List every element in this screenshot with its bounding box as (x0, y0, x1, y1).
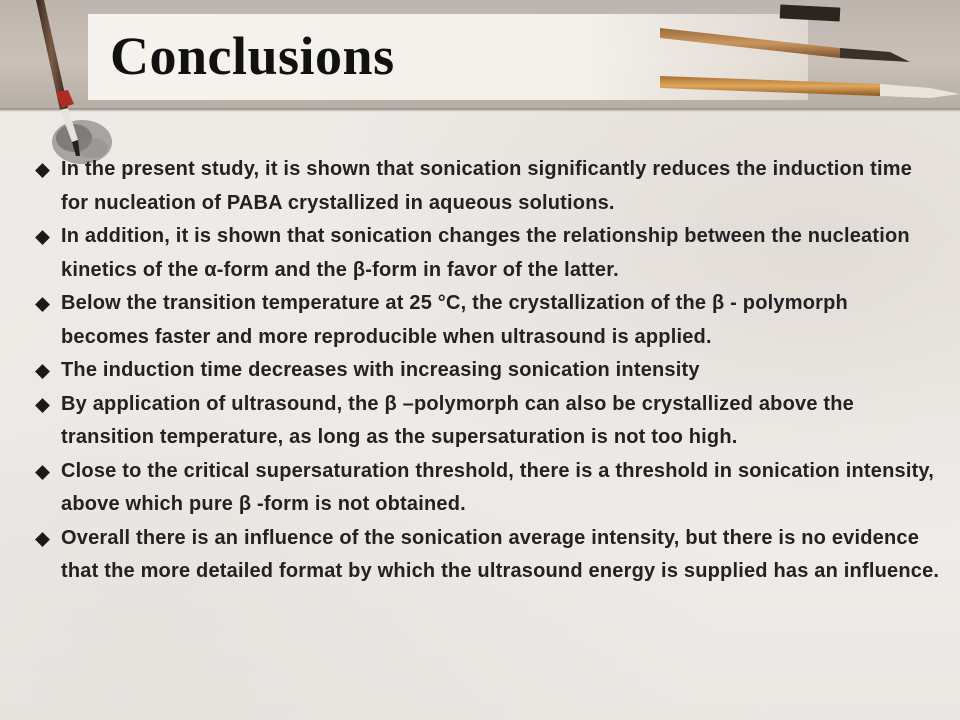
list-item (34, 287, 940, 354)
list-item-text: Below the transition temperature at 25 °C, the crystallization of the β - polymorph becomes faster and more reproducible when ultrasound is applied. (61, 292, 848, 348)
page-title: Conclusions (110, 26, 395, 86)
list-item (34, 354, 940, 388)
diamond-bullet-icon (34, 296, 51, 313)
vertical-brush-icon (28, 0, 88, 160)
list-item-text: The induction time decreases with increasing sonication intensity (61, 359, 700, 381)
diamond-bullet-icon (34, 531, 51, 548)
diamond-bullet-icon (34, 397, 51, 414)
diamond-bullet-icon (34, 363, 51, 380)
list-item-text: In addition, it is shown that sonication changes the relationship between the nucleation kinetics of the α-form and the β-form in favor of the latter. (61, 225, 910, 281)
list-item (34, 153, 940, 220)
horizontal-brushes-icon (640, 0, 960, 110)
list-item-text: By application of ultrasound, the β –polymorph can also be crystallized above the transition temperature, as long as the supersaturation is not too high. (61, 392, 855, 448)
list-item-text: Overall there is an influence of the sonication average intensity, but there is no evidence that the more detailed format by which the ultrasound energy is supplied has an influence. (61, 526, 940, 582)
list-item (34, 388, 940, 455)
diamond-bullet-icon (34, 162, 51, 179)
list-item-text: Close to the critical supersaturation threshold, there is a threshold in sonication intensity, above which pure β -form is not obtained. (61, 459, 935, 515)
list-item-text: In the present study, it is shown that sonication significantly reduces the induction time for nucleation of PABA crystallized in aqueous solutions. (61, 158, 913, 214)
conclusions-list (34, 153, 940, 589)
list-item (34, 455, 940, 522)
diamond-bullet-icon (34, 464, 51, 481)
list-item (34, 522, 940, 589)
list-item (34, 220, 940, 287)
diamond-bullet-icon (34, 229, 51, 246)
